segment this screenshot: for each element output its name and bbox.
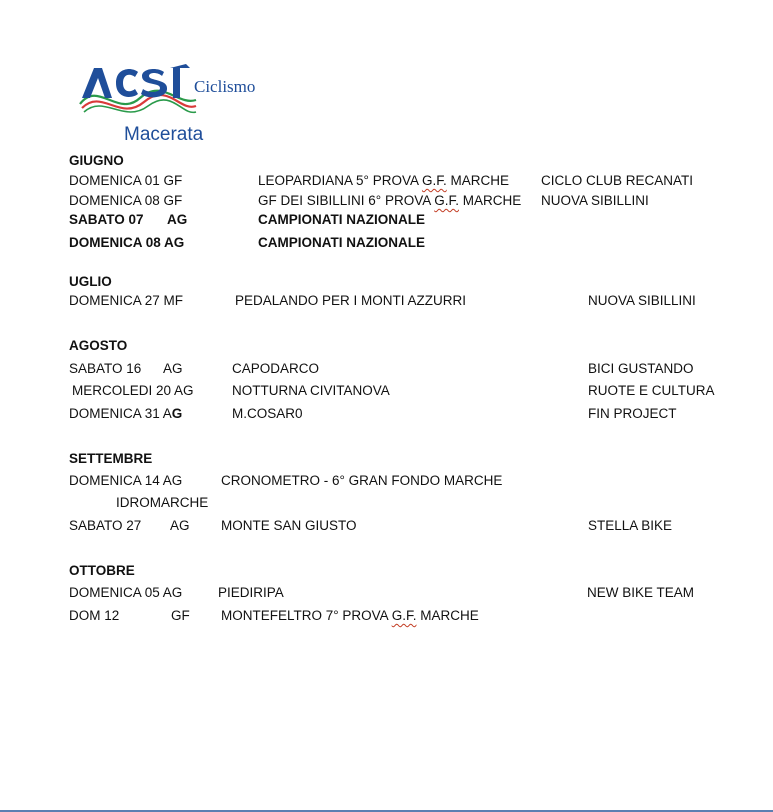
settembre-row-1-event-cont: IDROMARCHE xyxy=(116,495,209,510)
giugno-row-1-event xyxy=(258,173,509,189)
agosto-row-3-event: M.COSAR0 xyxy=(232,406,303,421)
ottobre-row-1-day: DOMENICA 05 AG xyxy=(69,585,183,600)
event-text: LEOPARDIANA 5° PROVA xyxy=(258,173,422,188)
ottobre-row-1-club: NEW BIKE TEAM xyxy=(587,585,695,600)
event-text: GF DEI SIBILLINI 6° PROVA xyxy=(258,193,435,208)
ottobre-row-2-event xyxy=(221,608,479,624)
settembre-row-2-club: STELLA BIKE xyxy=(588,518,673,533)
giugno-row-1-club: CICLO CLUB RECANATI xyxy=(541,173,694,188)
giugno-row-2-event xyxy=(258,193,521,209)
acsi-logo xyxy=(78,60,268,150)
giugno-row-3-day: SABATO 07 xyxy=(69,212,144,227)
settembre-row-1-event: CRONOMETRO - 6° GRAN FONDO MARCHE xyxy=(221,473,503,488)
event-abbrev: G.F. xyxy=(434,193,459,208)
agosto-row-1-event: CAPODARCO xyxy=(232,361,320,376)
ottobre-row-1-event: PIEDIRIPA xyxy=(218,585,284,600)
day-text-bold: G xyxy=(171,406,183,421)
settembre-row-2-day: SABATO 27 xyxy=(69,518,142,533)
logo-subtitle: Ciclismo xyxy=(194,77,256,96)
settembre-row-2-event: MONTE SAN GIUSTO xyxy=(221,518,357,533)
agosto-row-1-club: BICI GUSTANDO xyxy=(588,361,694,376)
giugno-row-3-type: AG xyxy=(167,212,188,227)
ottobre-row-2-day: DOM 12 xyxy=(69,608,120,623)
settembre-row-2-type: AG xyxy=(170,518,190,533)
event-text-end: MARCHE xyxy=(458,193,522,208)
month-heading-giugno: GIUGNO xyxy=(69,153,124,168)
agosto-row-2-day: MERCOLEDI 20 AG xyxy=(72,383,194,398)
giugno-row-3-event: CAMPIONATI NAZIONALE xyxy=(258,212,425,227)
month-heading-settembre: SETTEMBRE xyxy=(69,451,153,466)
giugno-row-1-day: DOMENICA 01 GF xyxy=(69,173,183,188)
day-text: DOMENICA 31 A xyxy=(69,406,172,421)
month-heading-luglio: UGLIO xyxy=(69,274,112,289)
event-abbrev: G.F. xyxy=(391,608,417,623)
giugno-row-2-club: NUOVA SIBILLINI xyxy=(541,193,649,208)
luglio-row-1-event: PEDALANDO PER I MONTI AZZURRI xyxy=(235,293,467,308)
agosto-row-3-club: FIN PROJECT xyxy=(588,406,677,421)
agosto-row-1-type: AG xyxy=(163,361,183,376)
giugno-row-4-day: DOMENICA 08 AG xyxy=(69,235,185,250)
agosto-row-2-event: NOTTURNA CIVITANOVA xyxy=(232,383,390,398)
event-text-end: MARCHE xyxy=(416,608,479,623)
event-text-end: MARCHE xyxy=(446,173,509,188)
month-heading-ottobre: OTTOBRE xyxy=(69,563,135,578)
acsi-logo-mark xyxy=(78,60,198,122)
ottobre-row-2-type: GF xyxy=(171,608,190,623)
agosto-row-2-club: RUOTE E CULTURA xyxy=(588,383,715,398)
agosto-row-1-day: SABATO 16 xyxy=(69,361,142,376)
event-text: MONTEFELTRO 7° PROVA xyxy=(221,608,392,623)
logo-city: Macerata xyxy=(124,124,204,145)
event-abbrev: G.F. xyxy=(421,173,447,188)
giugno-row-2-day: DOMENICA 08 GF xyxy=(69,193,183,208)
giugno-row-4-event: CAMPIONATI NAZIONALE xyxy=(258,235,425,250)
luglio-row-1-day: DOMENICA 27 MF xyxy=(69,293,184,308)
settembre-row-1-day: DOMENICA 14 AG xyxy=(69,473,183,488)
month-heading-agosto: AGOSTO xyxy=(69,338,128,353)
agosto-row-3-day xyxy=(69,406,182,422)
luglio-row-1-club: NUOVA SIBILLINI xyxy=(588,293,696,308)
